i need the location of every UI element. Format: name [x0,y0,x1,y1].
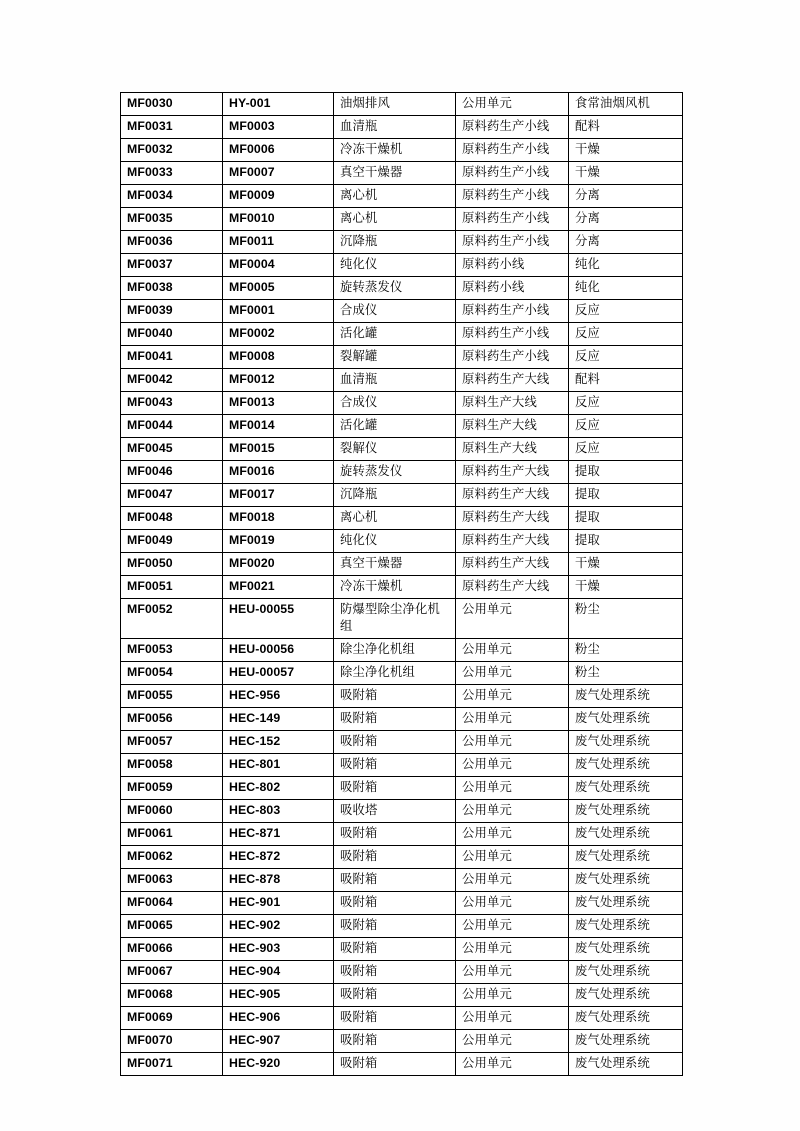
cell-production-unit: 原料生产大线 [456,438,569,461]
cell-equipment-tag: MF0019 [223,530,334,553]
cell-equipment-name: 吸附箱 [334,892,456,915]
cell-production-unit: 公用单元 [456,93,569,116]
table-row [121,708,683,731]
cell-equipment-name: 吸附箱 [334,777,456,800]
table-row [121,754,683,777]
cell-equipment-code: MF0055 [121,685,223,708]
cell-equipment-name: 吸附箱 [334,1030,456,1053]
cell-equipment-code: MF0058 [121,754,223,777]
cell-equipment-tag: MF0002 [223,323,334,346]
cell-production-unit: 原料药生产小线 [456,139,569,162]
cell-process-step: 废气处理系统 [569,892,683,915]
table-row [121,93,683,116]
cell-process-step: 干燥 [569,139,683,162]
cell-production-unit: 原料药小线 [456,254,569,277]
cell-equipment-name: 吸附箱 [334,869,456,892]
cell-equipment-code: MF0032 [121,139,223,162]
cell-process-step: 粉尘 [569,662,683,685]
cell-production-unit: 原料药生产大线 [456,507,569,530]
table-row [121,1053,683,1076]
cell-production-unit: 公用单元 [456,892,569,915]
cell-production-unit: 公用单元 [456,938,569,961]
cell-process-step: 废气处理系统 [569,731,683,754]
cell-production-unit: 原料药生产大线 [456,484,569,507]
cell-equipment-tag: MF0013 [223,392,334,415]
table-row [121,1007,683,1030]
cell-equipment-tag: MF0008 [223,346,334,369]
cell-process-step: 废气处理系统 [569,846,683,869]
cell-equipment-code: MF0065 [121,915,223,938]
cell-production-unit: 公用单元 [456,961,569,984]
cell-equipment-tag: MF0001 [223,300,334,323]
cell-equipment-tag: MF0016 [223,461,334,484]
cell-production-unit: 公用单元 [456,662,569,685]
cell-process-step: 废气处理系统 [569,800,683,823]
cell-equipment-name: 吸附箱 [334,685,456,708]
cell-process-step: 反应 [569,300,683,323]
cell-production-unit: 公用单元 [456,1053,569,1076]
cell-equipment-code: MF0047 [121,484,223,507]
cell-production-unit: 原料药生产大线 [456,461,569,484]
cell-equipment-name: 吸附箱 [334,1007,456,1030]
cell-equipment-tag: HEC-801 [223,754,334,777]
cell-equipment-tag: HEC-902 [223,915,334,938]
cell-equipment-tag: HEC-920 [223,1053,334,1076]
cell-production-unit: 公用单元 [456,708,569,731]
cell-equipment-tag: HEC-905 [223,984,334,1007]
cell-equipment-code: MF0071 [121,1053,223,1076]
table-row [121,530,683,553]
table-row [121,685,683,708]
cell-equipment-name: 纯化仪 [334,530,456,553]
cell-equipment-tag: HEU-00055 [223,599,334,639]
table-row [121,507,683,530]
cell-process-step: 纯化 [569,277,683,300]
cell-equipment-name: 活化罐 [334,323,456,346]
cell-production-unit: 原料药生产大线 [456,369,569,392]
cell-process-step: 分离 [569,185,683,208]
cell-production-unit: 原料药生产小线 [456,185,569,208]
cell-equipment-tag: HEC-871 [223,823,334,846]
cell-equipment-code: MF0066 [121,938,223,961]
cell-equipment-name: 吸附箱 [334,1053,456,1076]
cell-equipment-tag: HEC-872 [223,846,334,869]
table-row [121,639,683,662]
cell-process-step: 废气处理系统 [569,1053,683,1076]
table-row [121,392,683,415]
cell-equipment-tag: HEC-906 [223,1007,334,1030]
cell-process-step: 废气处理系统 [569,1030,683,1053]
cell-equipment-tag: HEC-904 [223,961,334,984]
cell-equipment-code: MF0035 [121,208,223,231]
cell-equipment-code: MF0052 [121,599,223,639]
cell-process-step: 提取 [569,461,683,484]
cell-process-step: 反应 [569,392,683,415]
cell-process-step: 废气处理系统 [569,1007,683,1030]
cell-process-step: 反应 [569,415,683,438]
cell-equipment-name: 离心机 [334,507,456,530]
cell-production-unit: 公用单元 [456,685,569,708]
cell-equipment-name: 裂解仪 [334,438,456,461]
cell-equipment-code: MF0049 [121,530,223,553]
cell-process-step: 配料 [569,116,683,139]
equipment-table-container [120,92,682,1076]
cell-equipment-code: MF0030 [121,93,223,116]
cell-equipment-name: 吸附箱 [334,731,456,754]
cell-production-unit: 公用单元 [456,1007,569,1030]
cell-equipment-name: 吸附箱 [334,708,456,731]
cell-equipment-tag: HEC-149 [223,708,334,731]
cell-process-step: 反应 [569,438,683,461]
table-row [121,208,683,231]
cell-equipment-tag: MF0004 [223,254,334,277]
cell-equipment-name: 吸附箱 [334,823,456,846]
cell-process-step: 废气处理系统 [569,708,683,731]
cell-process-step: 食常油烟风机 [569,93,683,116]
cell-equipment-name: 吸附箱 [334,961,456,984]
cell-equipment-code: MF0034 [121,185,223,208]
table-row [121,277,683,300]
cell-equipment-code: MF0042 [121,369,223,392]
cell-production-unit: 公用单元 [456,823,569,846]
cell-production-unit: 原料药生产小线 [456,323,569,346]
cell-equipment-tag: HEU-00056 [223,639,334,662]
cell-equipment-name: 除尘净化机组 [334,662,456,685]
table-row [121,162,683,185]
table-row [121,461,683,484]
cell-equipment-tag: HEC-956 [223,685,334,708]
cell-equipment-code: MF0053 [121,639,223,662]
cell-equipment-name: 冷冻干燥机 [334,139,456,162]
cell-equipment-name: 活化罐 [334,415,456,438]
table-row [121,915,683,938]
cell-equipment-name: 吸收塔 [334,800,456,823]
cell-production-unit: 公用单元 [456,639,569,662]
cell-process-step: 分离 [569,208,683,231]
cell-equipment-name: 除尘净化机组 [334,639,456,662]
cell-process-step: 粉尘 [569,599,683,639]
table-row [121,869,683,892]
cell-equipment-name: 真空干燥器 [334,162,456,185]
table-row [121,369,683,392]
table-row [121,846,683,869]
cell-equipment-tag: MF0003 [223,116,334,139]
cell-equipment-name: 吸附箱 [334,846,456,869]
cell-equipment-tag: MF0015 [223,438,334,461]
cell-equipment-tag: MF0014 [223,415,334,438]
table-row [121,777,683,800]
cell-process-step: 纯化 [569,254,683,277]
cell-production-unit: 原料药生产小线 [456,300,569,323]
cell-process-step: 废气处理系统 [569,961,683,984]
table-row [121,938,683,961]
cell-equipment-code: MF0061 [121,823,223,846]
cell-equipment-code: MF0068 [121,984,223,1007]
cell-equipment-name: 真空干燥器 [334,553,456,576]
cell-equipment-name: 旋转蒸发仪 [334,461,456,484]
table-row [121,662,683,685]
table-row [121,800,683,823]
cell-equipment-tag: HEC-907 [223,1030,334,1053]
cell-equipment-code: MF0036 [121,231,223,254]
cell-production-unit: 公用单元 [456,984,569,1007]
cell-equipment-tag: HEU-00057 [223,662,334,685]
cell-equipment-code: MF0050 [121,553,223,576]
cell-process-step: 干燥 [569,576,683,599]
cell-equipment-code: MF0039 [121,300,223,323]
cell-equipment-tag: HEC-878 [223,869,334,892]
cell-process-step: 干燥 [569,553,683,576]
cell-equipment-name: 离心机 [334,208,456,231]
equipment-table-body [121,93,683,1076]
cell-process-step: 废气处理系统 [569,915,683,938]
cell-equipment-name: 血清瓶 [334,369,456,392]
cell-equipment-name: 合成仪 [334,392,456,415]
table-row [121,484,683,507]
cell-equipment-tag: MF0020 [223,553,334,576]
cell-equipment-code: MF0067 [121,961,223,984]
cell-equipment-code: MF0031 [121,116,223,139]
cell-equipment-name: 吸附箱 [334,938,456,961]
cell-equipment-name: 离心机 [334,185,456,208]
cell-equipment-code: MF0046 [121,461,223,484]
cell-process-step: 提取 [569,507,683,530]
cell-equipment-tag: HEC-152 [223,731,334,754]
cell-production-unit: 公用单元 [456,754,569,777]
cell-equipment-tag: MF0007 [223,162,334,185]
table-row [121,300,683,323]
cell-process-step: 废气处理系统 [569,823,683,846]
table-row [121,438,683,461]
table-row [121,346,683,369]
cell-production-unit: 原料生产大线 [456,415,569,438]
table-row [121,576,683,599]
table-row [121,185,683,208]
cell-equipment-name: 沉降瓶 [334,484,456,507]
cell-production-unit: 公用单元 [456,731,569,754]
cell-equipment-name: 血清瓶 [334,116,456,139]
cell-process-step: 反应 [569,346,683,369]
table-row [121,823,683,846]
table-row [121,415,683,438]
cell-production-unit: 公用单元 [456,846,569,869]
cell-equipment-name: 防爆型除尘净化机组 [334,599,456,639]
cell-equipment-code: MF0062 [121,846,223,869]
table-row [121,553,683,576]
cell-equipment-name: 吸附箱 [334,915,456,938]
cell-process-step: 分离 [569,231,683,254]
cell-production-unit: 原料药生产大线 [456,553,569,576]
cell-process-step: 粉尘 [569,639,683,662]
cell-equipment-tag: HEC-901 [223,892,334,915]
cell-production-unit: 原料药小线 [456,277,569,300]
table-row [121,139,683,162]
cell-equipment-code: MF0041 [121,346,223,369]
cell-equipment-code: MF0033 [121,162,223,185]
cell-equipment-code: MF0070 [121,1030,223,1053]
cell-equipment-code: MF0051 [121,576,223,599]
cell-equipment-code: MF0063 [121,869,223,892]
cell-production-unit: 公用单元 [456,599,569,639]
table-row [121,1030,683,1053]
cell-equipment-tag: MF0009 [223,185,334,208]
table-row [121,254,683,277]
cell-production-unit: 公用单元 [456,915,569,938]
cell-process-step: 废气处理系统 [569,685,683,708]
cell-equipment-code: MF0044 [121,415,223,438]
cell-production-unit: 原料药生产大线 [456,530,569,553]
cell-equipment-name: 旋转蒸发仪 [334,277,456,300]
table-row [121,892,683,915]
cell-equipment-tag: HEC-802 [223,777,334,800]
cell-equipment-name: 纯化仪 [334,254,456,277]
cell-equipment-name: 沉降瓶 [334,231,456,254]
cell-production-unit: 原料药生产小线 [456,231,569,254]
cell-process-step: 废气处理系统 [569,777,683,800]
cell-production-unit: 原料药生产小线 [456,116,569,139]
table-row [121,599,683,639]
table-row [121,116,683,139]
cell-production-unit: 原料药生产小线 [456,208,569,231]
cell-process-step: 废气处理系统 [569,938,683,961]
cell-equipment-code: MF0043 [121,392,223,415]
cell-equipment-code: MF0054 [121,662,223,685]
cell-equipment-tag: MF0006 [223,139,334,162]
cell-equipment-tag: HEC-903 [223,938,334,961]
cell-equipment-name: 油烟排风 [334,93,456,116]
cell-equipment-tag: MF0021 [223,576,334,599]
cell-equipment-code: MF0064 [121,892,223,915]
cell-process-step: 反应 [569,323,683,346]
cell-production-unit: 原料药生产小线 [456,346,569,369]
cell-production-unit: 公用单元 [456,777,569,800]
cell-process-step: 废气处理系统 [569,984,683,1007]
cell-equipment-code: MF0069 [121,1007,223,1030]
table-row [121,961,683,984]
cell-process-step: 废气处理系统 [569,869,683,892]
cell-equipment-name: 吸附箱 [334,754,456,777]
cell-equipment-name: 冷冻干燥机 [334,576,456,599]
cell-production-unit: 公用单元 [456,800,569,823]
cell-equipment-code: MF0060 [121,800,223,823]
cell-equipment-tag: MF0017 [223,484,334,507]
cell-equipment-code: MF0059 [121,777,223,800]
cell-equipment-code: MF0040 [121,323,223,346]
cell-process-step: 干燥 [569,162,683,185]
cell-equipment-name: 裂解罐 [334,346,456,369]
cell-equipment-code: MF0057 [121,731,223,754]
cell-equipment-tag: HEC-803 [223,800,334,823]
cell-equipment-tag: MF0005 [223,277,334,300]
cell-equipment-code: MF0045 [121,438,223,461]
table-row [121,984,683,1007]
cell-equipment-tag: MF0011 [223,231,334,254]
cell-equipment-code: MF0048 [121,507,223,530]
cell-production-unit: 公用单元 [456,869,569,892]
cell-equipment-code: MF0037 [121,254,223,277]
cell-equipment-tag: MF0012 [223,369,334,392]
cell-production-unit: 公用单元 [456,1030,569,1053]
cell-equipment-code: MF0038 [121,277,223,300]
cell-process-step: 提取 [569,530,683,553]
cell-process-step: 废气处理系统 [569,754,683,777]
cell-equipment-name: 合成仪 [334,300,456,323]
cell-equipment-tag: MF0018 [223,507,334,530]
cell-equipment-name: 吸附箱 [334,984,456,1007]
cell-equipment-tag: MF0010 [223,208,334,231]
cell-production-unit: 原料生产大线 [456,392,569,415]
equipment-table [120,92,683,1076]
cell-equipment-code: MF0056 [121,708,223,731]
table-row [121,231,683,254]
cell-process-step: 提取 [569,484,683,507]
cell-equipment-tag: HY-001 [223,93,334,116]
cell-process-step: 配料 [569,369,683,392]
table-row [121,323,683,346]
table-row [121,731,683,754]
cell-production-unit: 原料药生产大线 [456,576,569,599]
cell-production-unit: 原料药生产小线 [456,162,569,185]
